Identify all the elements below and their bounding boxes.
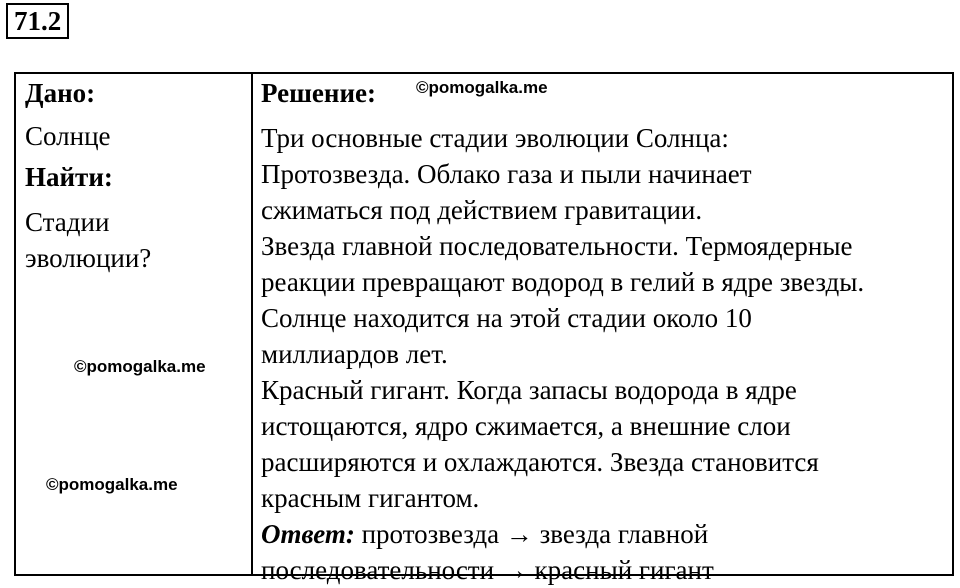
find-label: Найти: bbox=[25, 162, 113, 192]
find-value-line-2: эволюции? bbox=[25, 243, 152, 273]
solution-line: Протозвезда. Облако газа и пыли начинает bbox=[261, 159, 752, 189]
solution-label: Решение: bbox=[261, 78, 376, 108]
watermark: ©pomogalka.me bbox=[416, 78, 548, 97]
solution-line: Звезда главной последовательности. Термоядерные bbox=[261, 231, 853, 261]
solution-line: красным гигантом. bbox=[261, 483, 480, 513]
given-value: Солнце bbox=[25, 121, 111, 151]
solution-line: сжиматься под действием гравитации. bbox=[261, 195, 703, 225]
solution-line: расширяются и охлаждаются. Звезда становится bbox=[261, 447, 819, 477]
given-label: Дано: bbox=[25, 78, 96, 108]
solution-text bbox=[261, 120, 864, 588]
problem-number: 71.2 bbox=[6, 3, 69, 39]
answer-line-2: последовательности → красный гигант bbox=[261, 555, 714, 585]
watermark: ©pomogalka.me bbox=[74, 357, 206, 376]
solution-table bbox=[14, 72, 954, 585]
solution-line: Три основные стадии эволюции Солнца: bbox=[261, 123, 729, 153]
solution-line: Красный гигант. Когда запасы водорода в ядре bbox=[261, 375, 797, 405]
answer-text: протозвезда → звезда главной bbox=[354, 519, 709, 549]
solution-line: миллиардов лет. bbox=[261, 339, 448, 369]
solution-line: реакции превращают водород в гелий в ядре звезды. bbox=[261, 267, 865, 297]
solution-line: истощаются, ядро сжимается, а внешние слои bbox=[261, 411, 791, 441]
column-divider bbox=[251, 74, 253, 574]
find-value-line-1: Стадии bbox=[25, 207, 110, 237]
solution-line: Солнце находится на этой стадии около 10 bbox=[261, 303, 752, 333]
answer-label: Ответ: bbox=[261, 519, 355, 549]
watermark: ©pomogalka.me bbox=[46, 475, 178, 494]
answer-line bbox=[261, 516, 864, 552]
